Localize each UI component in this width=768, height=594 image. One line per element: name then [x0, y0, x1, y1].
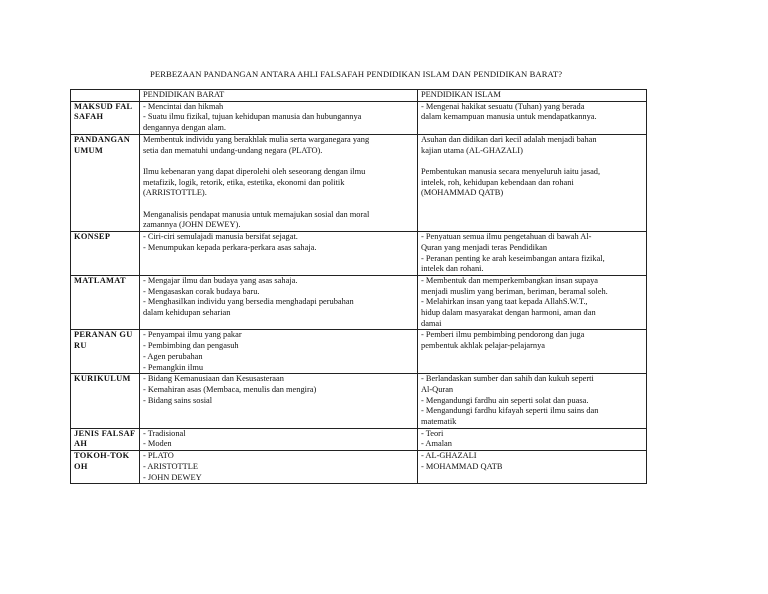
text-line: - MOHAMMAD QATB — [421, 461, 503, 471]
text-line: - Amalan — [421, 439, 452, 449]
blank-line — [421, 156, 643, 167]
comparison-table — [70, 89, 647, 484]
text-line: (MOHAMMAD QATB) — [421, 188, 504, 198]
text-line: - Tradisional — [143, 428, 186, 438]
cell-pendidikan-barat — [140, 330, 418, 374]
table-row-maksud-falsafah — [71, 101, 647, 134]
text-line: - Pemangkin ilmu — [143, 362, 204, 372]
header-pendidikan-islam: PENDIDIKAN ISLAM — [418, 90, 647, 102]
text-line: pembentuk akhlak pelajar-pelajarnya — [421, 341, 546, 351]
text-line: - Pembimbing dan pengasuh — [143, 341, 239, 351]
text-line: zamannya (JOHN DEWEY). — [143, 220, 241, 230]
text-line: - Mengandungi fardhu kifayah seperti ilmu sains dan — [421, 406, 599, 416]
header-pendidikan-barat: PENDIDIKAN BARAT — [140, 90, 418, 102]
row-label: MATLAMAT — [71, 275, 140, 330]
text-line: - Ciri-ciri semulajadi manusia bersifat sejagat. — [143, 232, 298, 242]
text-line: Al-Quran — [421, 384, 454, 394]
text-line: - PLATO — [143, 451, 174, 461]
text-line: intelek, roh, kehidupan kebendaan dan rohani — [421, 177, 574, 187]
text-line: (ARRISTOTTLE). — [143, 188, 207, 198]
text-line: kajian utama (AL-GHAZALI) — [421, 145, 523, 155]
text-line: - Bidang sains sosial — [143, 395, 213, 405]
table-row-kurikulum — [71, 374, 647, 429]
cell-pendidikan-islam — [418, 101, 647, 134]
row-label: KONSEP — [71, 232, 140, 276]
text-line: Menganalisis pendapat manusia untuk memajukan sosial dan moral — [143, 209, 370, 219]
row-label: TOKOH-TOKOH — [71, 451, 140, 484]
cell-pendidikan-barat — [140, 101, 418, 134]
text-line: - Kemahiran asas (Membaca, menulis dan mengira) — [143, 384, 317, 394]
table-row-pandangan-umum — [71, 134, 647, 231]
text-line: - Membentuk dan memperkembangkan insan supaya — [421, 275, 598, 285]
text-line: dalam kemampuan manusia untuk mendapatkannya. — [421, 112, 597, 122]
cell-pendidikan-islam — [418, 275, 647, 330]
table-row-peranan-guru — [71, 330, 647, 374]
text-line: - AL-GHAZALI — [421, 451, 477, 461]
cell-pendidikan-barat — [140, 428, 418, 450]
header-empty-cell — [71, 90, 140, 102]
text-line: dalam kehidupan seharian — [143, 308, 231, 318]
cell-pendidikan-barat — [140, 134, 418, 231]
cell-pendidikan-islam — [418, 451, 647, 484]
text-line: - Mengajar ilmu dan budaya yang asas sahaja. — [143, 275, 298, 285]
table-row-matlamat — [71, 275, 647, 330]
cell-pendidikan-barat — [140, 232, 418, 276]
text-line: - Mengandungi fardhu ain seperti solat dan puasa. — [421, 395, 589, 405]
document-title: PERBEZAAN PANDANGAN ANTARA AHLI FALSAFAH PENDIDIKAN ISLAM DAN PENDIDIKAN BARAT? — [150, 69, 563, 79]
cell-pendidikan-islam — [418, 330, 647, 374]
cell-pendidikan-islam — [418, 428, 647, 450]
text-line: - Suatu ilmu fizikal, tujuan kehidupan manusia dan hubungannya — [143, 112, 362, 122]
text-line: - Mengenai hakikat sesuatu (Tuhan) yang berada — [421, 101, 585, 111]
text-line: - Melahirkan insan yang taat kepada AllahS.W.T., — [421, 297, 588, 307]
text-line: - ARISTOTTLE — [143, 461, 198, 471]
text-line: - Menumpukan kepada perkara-perkara asas sahaja. — [143, 242, 317, 252]
text-line: - Menghasilkan individu yang bersedia menghadapi perubahan — [143, 297, 354, 307]
text-line: - Moden — [143, 439, 172, 449]
text-line: damai — [421, 318, 442, 328]
cell-pendidikan-barat — [140, 374, 418, 429]
cell-pendidikan-barat — [140, 451, 418, 484]
text-line: menjadi muslim yang beriman, beriman, beramal soleh. — [421, 286, 608, 296]
text-line: matematik — [421, 417, 457, 427]
text-line: Pembentukan manusia secara menyeluruh iaitu jasad, — [421, 166, 601, 176]
text-line: Membentuk individu yang berakhlak mulia serta warganegara yang — [143, 134, 370, 144]
text-line: intelek dan rohani. — [421, 264, 484, 274]
text-line: setia dan mematuhi undang-undang negara (PLATO). — [143, 145, 323, 155]
text-line: - Teori — [421, 428, 444, 438]
text-line: - Penyatuan semua ilmu pengetahuan di bawah Al- — [421, 232, 592, 242]
cell-pendidikan-islam — [418, 374, 647, 429]
text-line: - Pemberi ilmu pembimbing pendorong dan juga — [421, 330, 585, 340]
text-line: - Agen perubahan — [143, 351, 203, 361]
row-label: MAKSUD FALSAFAH — [71, 101, 140, 134]
text-line: - Bidang Kemanusiaan dan Kesusasteraan — [143, 374, 284, 384]
cell-pendidikan-islam — [418, 134, 647, 231]
text-line: Quran yang menjadi teras Pendidikan — [421, 242, 548, 252]
cell-pendidikan-barat — [140, 275, 418, 330]
text-line: Ilmu kebenaran yang dapat diperolehi oleh seseorang dengan ilmu — [143, 166, 366, 176]
text-line: hidup dalam masyarakat dengan harmoni, aman dan — [421, 308, 596, 318]
blank-line — [143, 156, 414, 167]
text-line: dengannya dengan alam. — [143, 123, 227, 133]
row-label: JENIS FALSAFAH — [71, 428, 140, 450]
header-row — [71, 90, 647, 102]
text-line: - JOHN DEWEY — [143, 472, 202, 482]
text-line: Asuhan dan didikan dari kecil adalah menjadi bahan — [421, 134, 597, 144]
text-line: - Penyampai ilmu yang pakar — [143, 330, 242, 340]
text-line: - Berlandaskan sumber dan sahih dan kukuh seperti — [421, 374, 594, 384]
text-line: - Peranan penting ke arah keseimbangan antara fizikal, — [421, 253, 605, 263]
row-label: PERANAN GURU — [71, 330, 140, 374]
text-line: metafizik, logik, retorik, etika, estetika, ekonomi dan politik — [143, 177, 345, 187]
table-row-jenis-falsafah — [71, 428, 647, 450]
text-line: - Mencintai dan hikmah — [143, 101, 224, 111]
blank-line — [143, 199, 414, 210]
cell-pendidikan-islam — [418, 232, 647, 276]
row-label: PANDANGAN UMUM — [71, 134, 140, 231]
table-row-konsep — [71, 232, 647, 276]
text-line: - Mengasaskan corak budaya baru. — [143, 286, 260, 296]
row-label: KURIKULUM — [71, 374, 140, 429]
table-row-tokoh-tokoh — [71, 451, 647, 484]
